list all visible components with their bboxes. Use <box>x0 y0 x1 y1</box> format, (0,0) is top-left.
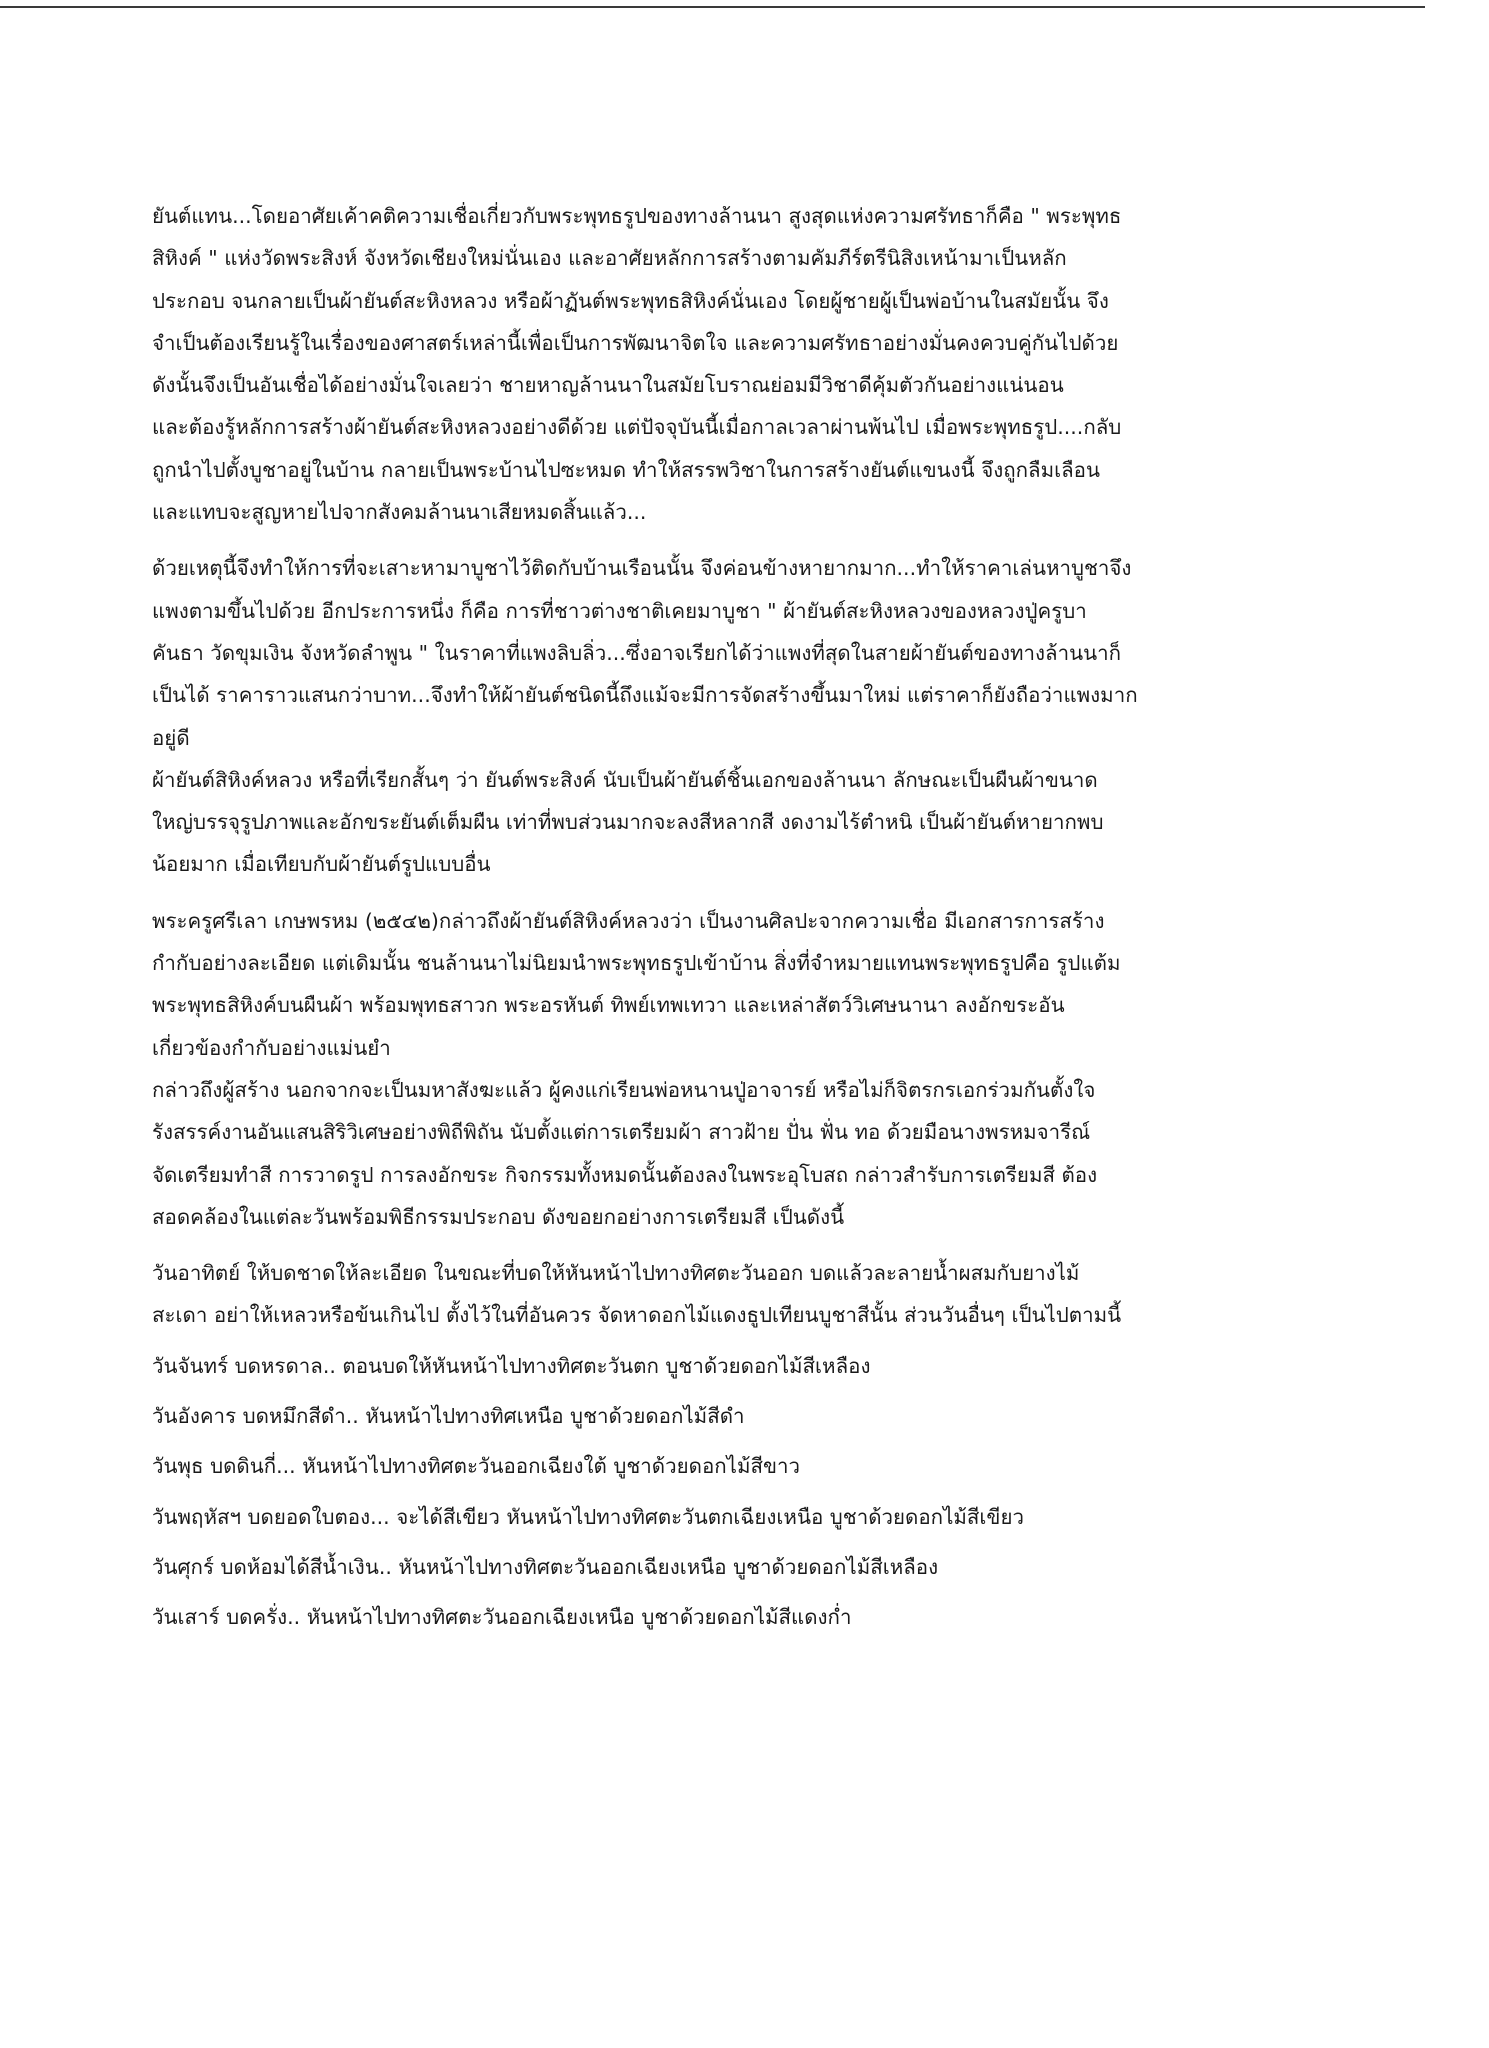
text-line: พระครูศรีเลา เกษพรหม (๒๕๔๒)กล่าวถึงผ้ายันต์สิหิงค์หลวงว่า เป็นงานศิลปะจากความเชื่อ มีเอกสารการสร้าง <box>152 908 1105 933</box>
paragraph-sunday <box>152 1252 1302 1337</box>
text-line: อยู่ดี <box>152 725 190 750</box>
text-line: พระพุทธสิหิงค์บนผืนผ้า พร้อมพุทธสาวก พระอรหันต์ ทิพย์เทพเทวา และเหล่าสัตว์วิเศษนานา ลงอักขระอัน <box>152 993 1065 1018</box>
text-line: ใหญ่บรรจุรูปภาพและอักขระยันต์เต็มผืน เท่าที่พบส่วนมากจะลงสีหลากสี งดงามไร้ตำหนิ เป็นผ้ายันต์หายากพบ <box>152 810 1104 835</box>
text-line: กำกับอย่างละเอียด แต่เดิมนั้น ชนล้านนาไม่นิยมนำพระพุทธรูปเข้าบ้าน สิ่งที่จำหมายแทนพระพุทธรูปคือ รูปแต้ม <box>152 951 1121 976</box>
text-line: แพงตามขึ้นไปด้วย อีกประการหนึ่ง ก็คือ การที่ชาวต่างชาติเคยมาบูชา " ผ้ายันต์สะหิงหลวงของหลวงปู่ครูบา <box>152 598 1087 623</box>
text-line: เป็นได้ ราคาราวแสนกว่าบาท...จึงทำให้ผ้ายันต์ชนิดนี้ถึงแม้จะมีการจัดสร้างขึ้นมาใหม่ แต่ราคาก็ยังถือว่าแพงมาก <box>152 683 1138 708</box>
text-line: วันจันทร์ บดหรดาล.. ตอนบดให้หันหน้าไปทางทิศตะวันตก บูชาด้วยดอกไม้สีเหลือง <box>152 1353 871 1378</box>
paragraph-citation <box>152 900 1302 1069</box>
top-border-line <box>0 6 1425 8</box>
text-line: ดังนั้นจึงเป็นอันเชื่อได้อย่างมั่นใจเลยว่า ชายหาญล้านนาในสมัยโบราณย่อมมีวิชาดีคุ้มตัวกันอย่างแน่นอน <box>152 373 1064 398</box>
paragraph-creators <box>152 1069 1302 1238</box>
text-line: ด้วยเหตุนี้จึงทำให้การที่จะเสาะหามาบูชาไว้ติดกับบ้านเรือนนั้น จึงค่อนข้างหายากมาก...ทำให้ราคาเล่นหาบูชาจึง <box>152 556 1132 581</box>
text-line: วันพฤหัสฯ บดยอดใบตอง... จะได้สีเขียว หันหน้าไปทางทิศตะวันตกเฉียงเหนือ บูชาด้วยดอกไม้สีเขียว <box>152 1504 1024 1529</box>
text-line: วันศุกร์ บดห้อมได้สีน้ำเงิน.. หันหน้าไปทางทิศตะวันออกเฉียงเหนือ บูชาด้วยดอกไม้สีเหลือง <box>152 1554 939 1579</box>
text-line: วันอังคาร บดหมึกสีดำ.. หันหน้าไปทางทิศเหนือ บูชาด้วยดอกไม้สีดำ <box>152 1404 745 1429</box>
text-line: น้อยมาก เมื่อเทียบกับผ้ายันต์รูปแบบอื่น <box>152 852 491 877</box>
paragraph-saturday <box>152 1596 1302 1638</box>
text-line: จัดเตรียมทำสี การวาดรูป การลงอักขระ กิจกรรมทั้งหมดนั้นต้องลงในพระอุโบสถ กล่าวสำรับการเตรียมสี ต้อง <box>152 1162 1098 1187</box>
text-line: วันเสาร์ บดครั่ง.. หันหน้าไปทางทิศตะวันออกเฉียงเหนือ บูชาด้วยดอกไม้สีแดงก่ำ <box>152 1605 852 1630</box>
text-line: คันธา วัดขุมเงิน จังหวัดลำพูน " ในราคาที่แพงลิบลิ่ว...ซึ่งอาจเรียกได้ว่าแพงที่สุดในสายผ้ายันต์ของทางล้านนาก็ <box>152 640 1122 665</box>
paragraph-tuesday <box>152 1395 1302 1437</box>
paragraph-thursday <box>152 1496 1302 1538</box>
paragraph-intro <box>152 195 1302 533</box>
document-body <box>152 195 1302 1639</box>
text-line: และต้องรู้หลักการสร้างผ้ายันต์สะหิงหลวงอย่างดีด้วย แต่ปัจจุบันนี้เมื่อกาลเวลาผ่านพ้นไป เมื่อพระพุทธรูป....กลับ <box>152 415 1122 440</box>
paragraph-wednesday <box>152 1445 1302 1487</box>
paragraph-price <box>152 547 1302 758</box>
text-line: รังสรรค์งานอันแสนสิริวิเศษอย่างพิถีพิถัน นับตั้งแต่การเตรียมผ้า สาวฝ้าย ปั่น ฟั่น ทอ ด้วยมือนางพรหมจารีณ์ <box>152 1120 1091 1145</box>
text-line: ยันต์แทน...โดยอาศัยเค้าคติความเชื่อเกี่ยวกับพระพุทธรูปของทางล้านนา สูงสุดแห่งความศรัทธาก็คือ " พระพุทธ <box>152 204 1122 228</box>
paragraph-monday <box>152 1345 1302 1387</box>
text-line: จำเป็นต้องเรียนรู้ในเรื่องของศาสตร์เหล่านี้เพื่อเป็นการพัฒนาจิตใจ และความศรัทธาอย่างมั่นคงควบคู่กันไปด้วย <box>152 330 1119 355</box>
text-line: เกี่ยวข้องกำกับอย่างแม่นยำ <box>152 1035 391 1060</box>
text-line: ถูกนำไปตั้งบูชาอยู่ในบ้าน กลายเป็นพระบ้านไปซะหมด ทำให้สรรพวิชาในการสร้างยันต์แขนงนี้ จึงถูกลืมเลือน <box>152 457 1101 482</box>
paragraph-definition <box>152 759 1302 886</box>
text-line: สิหิงค์ " แห่งวัดพระสิงห์ จังหวัดเชียงใหม่นั่นเอง และอาศัยหลักการสร้างตามคัมภีร์ตรีนิสิงเหน้ามาเป็นหลัก <box>152 246 1067 271</box>
text-line: และแทบจะสูญหายไปจากสังคมล้านนาเสียหมดสิ้นแล้ว... <box>152 500 647 525</box>
text-line: ผ้ายันต์สิหิงค์หลวง หรือที่เรียกสั้นๆ ว่า ยันต์พระสิงค์ นับเป็นผ้ายันต์ชิ้นเอกของล้านนา ลักษณะเป็นผืนผ้าขนาด <box>152 767 1098 792</box>
text-line: ประกอบ จนกลายเป็นผ้ายันต์สะหิงหลวง หรือผ้าฏันต์พระพุทธสิหิงค์นั่นเอง โดยผู้ชายผู้เป็นพ่อบ้านในสมัยนั้น จึง <box>152 288 1109 313</box>
text-line: กล่าวถึงผู้สร้าง นอกจากจะเป็นมหาสังฆะแล้ว ผู้คงแก่เรียนพ่อหนานปู่อาจารย์ หรือไม่ก็จิตรกรเอกร่วมกันตั้งใจ <box>152 1077 1096 1102</box>
text-line: วันพุธ บดดินกี่... หันหน้าไปทางทิศตะวันออกเฉียงใต้ บูชาด้วยดอกไม้สีขาว <box>152 1454 801 1479</box>
text-line: สอดคล้องในแต่ละวันพร้อมพิธีกรรมประกอบ ดังขอยกอย่างการเตรียมสี เป็นดังนี้ <box>152 1204 845 1229</box>
text-line: วันอาทิตย์ ให้บดชาดให้ละเอียด ในขณะที่บดให้หันหน้าไปทางทิศตะวันออก บดแล้วละลายน้ำผสมกับยางไม้ <box>152 1261 1080 1286</box>
text-line: สะเดา อย่าให้เหลวหรือข้นเกินไป ตั้งไว้ในที่อันควร จัดหาดอกไม้แดงธูปเทียนบูชาสีนั้น ส่วนวันอื่นๆ เป็นไปตามนี้ <box>152 1303 1122 1328</box>
paragraph-friday <box>152 1546 1302 1588</box>
